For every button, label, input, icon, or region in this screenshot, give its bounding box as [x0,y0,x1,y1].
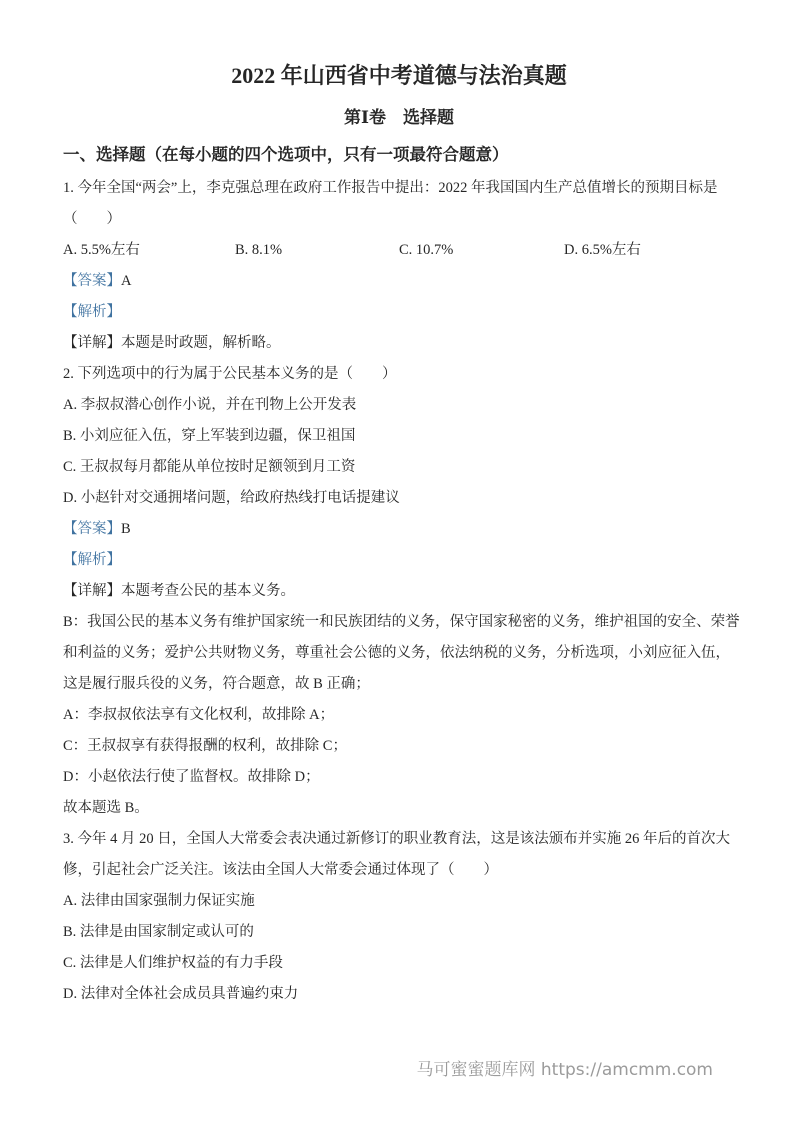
question-2 [63,364,740,819]
analysis-label: 【解析】 [63,304,121,320]
answer-label: 【答案】 [63,273,121,289]
question-2-detail-line-6: C：王叔叔享有获得报酬的权利，故排除 C； [63,738,347,754]
question-1-option-d: D. 6.5%左右 [564,242,641,258]
question-1-answer-value: A [121,273,132,289]
question-2-option-b: B. 小刘应征入伍，穿上军装到边疆，保卫祖国 [63,428,356,444]
question-1-analysis-line [63,302,735,323]
question-2-detail-line-2: B：我国公民的基本义务有维护国家统一和民族团结的义务，保守国家秘密的义务，维护祖国的安全、荣誉 [63,614,740,630]
question-1-detail-line-1: 【详解】本题是时政题，解析略。 [63,335,281,351]
question-2-option-c: C. 王叔叔每月都能从单位按时足额领到月工资 [63,459,356,475]
question-1-option-c: C. 10.7% [399,242,454,258]
question-3-stem-line-2: 修，引起社会广泛关注。该法由全国人大常委会通过体现了（ ） [63,862,498,878]
question-1-answer-line [63,271,735,292]
question-3-option-a: A. 法律由国家强制力保证实施 [63,893,255,909]
question-2-detail-line-1: 【详解】本题考查公民的基本义务。 [63,583,295,599]
question-2-analysis-line [63,550,735,571]
question-1-options-row [63,240,735,261]
footer-watermark: 马可蜜蜜题库网 https://amcmm.com [416,1060,713,1080]
analysis-label: 【解析】 [63,552,121,568]
question-1-stem-line-1: 1. 今年全国“两会”上，李克强总理在政府工作报告中提出：2022 年我国国内生产总值增长的预期目标是 [63,180,718,196]
question-3-stem-line-1: 3. 今年 4 月 20 日，全国人大常委会表决通过新修订的职业教育法，这是该法颁布并实施 26 年后的首次大 [63,831,730,847]
question-3-option-c: C. 法律是人们维护权益的有力手段 [63,955,283,971]
question-1-option-b: B. 8.1% [235,242,283,258]
question-2-answer-value: B [121,521,131,537]
question-2-detail-line-8: 故本题选 B。 [63,800,149,816]
volume-heading: 第Ⅰ卷 选择题 [344,108,454,127]
question-1-option-a: A. 5.5%左右 [63,242,140,258]
question-3 [63,829,735,1005]
question-2-detail-line-3: 和利益的义务；爱护公共财物义务，尊重社会公德的义务，依法纳税的义务，分析选项，小刘应征入伍， [63,645,730,661]
question-2-option-d: D. 小赵针对交通拥堵问题，给政府热线打电话提建议 [63,490,400,506]
answer-label: 【答案】 [63,521,121,537]
question-2-detail-line-4: 这是履行服兵役的义务，符合题意，故 B 正确； [63,676,370,692]
question-1-stem-line-2: （ ） [63,211,121,227]
question-1 [63,178,735,354]
question-2-detail-line-7: D：小赵依法行使了监督权。故排除 D； [63,769,320,785]
question-2-answer-line [63,519,735,540]
question-3-option-b: B. 法律是由国家制定或认可的 [63,924,254,940]
question-2-detail-line-5: A：李叔叔依法享有文化权利，故排除 A； [63,707,335,723]
question-2-option-a: A. 李叔叔潜心创作小说，并在刊物上公开发表 [63,397,357,413]
question-2-stem-line-1: 2. 下列选项中的行为属于公民基本义务的是（ ） [63,366,397,382]
exam-title: 2022 年山西省中考道德与法治真题 [231,63,567,88]
question-3-option-d: D. 法律对全体社会成员具普遍约束力 [63,986,299,1002]
section-heading: 一、选择题（在每小题的四个选项中，只有一项最符合题意） [63,145,509,164]
